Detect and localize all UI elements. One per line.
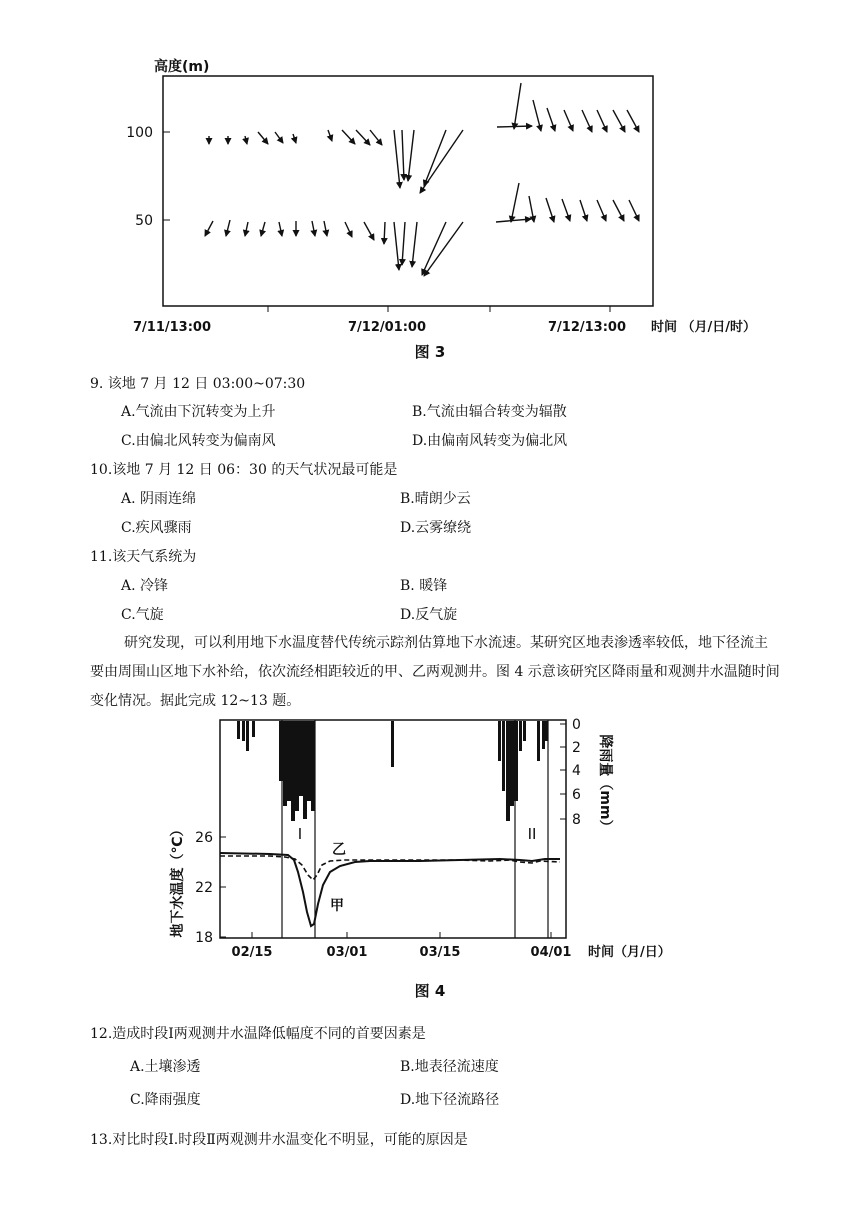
figure3-plot-frame [163, 76, 653, 306]
figure4-caption: 图 4 [414, 982, 446, 1000]
q12-option-b: B.地表径流速度 [400, 1059, 499, 1075]
wind-arrow [328, 130, 332, 141]
figure3-caption: 图 3 [414, 343, 446, 361]
wind-arrow [370, 130, 382, 145]
q12-option-c: C.降雨强度 [130, 1092, 201, 1108]
wind-arrow [562, 199, 570, 221]
wind-arrow [412, 222, 417, 267]
wind-arrow [394, 130, 400, 188]
xtick-label-0315: 03/15 [419, 945, 461, 960]
wind-arrow [384, 222, 385, 244]
question-11-stem: 11.该天气系统为 [90, 549, 197, 565]
wind-arrow [364, 222, 374, 240]
wind-arrow [275, 132, 283, 143]
wind-arrow [613, 110, 625, 132]
question-12-stem: 12.造成时段Ⅰ两观测井水温降低幅度不同的首要因素是 [90, 1026, 426, 1042]
q9-option-c: C.由偏北风转变为偏南风 [121, 433, 276, 449]
question-10-stem: 10.该地 7 月 12 日 06：30 的天气状况最可能是 [90, 462, 398, 478]
left-tick-label-26: 26 [195, 830, 213, 846]
wind-arrow [533, 100, 541, 131]
rain-bar [246, 721, 249, 751]
question-13-stem: 13.对比时段Ⅰ.时段Ⅱ两观测井水温变化不明显，可能的原因是 [90, 1132, 468, 1148]
right-tick-label-4: 4 [572, 763, 581, 779]
xtick-label-0301: 03/01 [326, 945, 368, 960]
wind-arrow [597, 110, 607, 132]
q11-option-b: B. 暖锋 [400, 578, 448, 594]
series-jia-label: 甲 [330, 898, 344, 914]
wind-arrow [312, 221, 315, 236]
wind-arrow [514, 83, 521, 129]
right-tick-label-6: 6 [572, 787, 581, 803]
q11-option-a: A. 冷锋 [121, 578, 169, 594]
wind-arrow [226, 220, 230, 236]
figure3-y-axis-label: 高度(m) [154, 59, 210, 75]
figure3-xtick-label-0: 7/11/13:00 [132, 320, 212, 335]
q9-option-d: D.由偏南风转变为偏北风 [412, 433, 568, 449]
figure3-xtick-label-2: 7/12/13:00 [547, 320, 627, 335]
rain-bar [519, 721, 522, 751]
rain-bar [291, 721, 295, 821]
question-9-stem: 9. 该地 7 月 12 日 03:00~07:30 [90, 376, 306, 392]
wind-arrow [613, 200, 624, 221]
figure3-wind-arrows [205, 83, 639, 276]
q12-option-d: D.地下径流路径 [400, 1092, 500, 1108]
wind-arrow [420, 130, 463, 193]
series-yi-label: 乙 [332, 842, 346, 858]
right-tick-label-2: 2 [572, 740, 581, 756]
rain-bar [295, 721, 299, 811]
rain-bar [545, 721, 548, 741]
rain-bar [252, 721, 255, 737]
wind-arrow [293, 134, 296, 143]
period-2-label: II [527, 825, 537, 843]
q10-option-c: C.疾风骤雨 [121, 520, 192, 536]
wind-arrow [279, 222, 282, 236]
figure3-x-axis-title: 时间 （月/日/时） [651, 320, 757, 335]
right-tick-label-8: 8 [572, 812, 581, 828]
rain-bar [237, 721, 240, 739]
wind-arrow [245, 136, 247, 144]
wind-arrow [258, 132, 268, 144]
reading-passage: 研究发现，可以利用地下水温度替代传统示踪剂估算地下水流速。某研究区地表渗透率较低，地下径流主要由周围山区地下水补给，依次流经相距较近的甲、乙两观测井。图 4 示意该研究区降雨量和观测井水温随时间变化情况。据此完成 12~13 题。 [90, 635, 780, 709]
wind-arrow [511, 183, 519, 222]
figure-3-wind-profile [120, 50, 800, 340]
q10-option-a: A. 阴雨连绵 [121, 491, 197, 507]
wind-arrow [582, 110, 592, 132]
wind-arrow [402, 222, 405, 265]
figure3-ytick-label-50: 50 [135, 213, 153, 229]
wind-arrow [324, 221, 327, 236]
wind-arrow [529, 196, 534, 222]
wind-arrow [424, 130, 446, 186]
wind-arrow [356, 130, 370, 145]
wind-arrow [205, 221, 213, 236]
rain-bar [301, 721, 309, 771]
rain-bar [391, 721, 394, 767]
rain-bar [502, 721, 505, 791]
wind-arrow [564, 110, 573, 131]
xtick-label-0401: 04/01 [530, 945, 572, 960]
q9-option-a: A.气流由下沉转变为上升 [121, 404, 276, 420]
xtick-label-0215: 02/15 [231, 945, 273, 960]
wind-arrow [627, 110, 639, 132]
left-axis-label: 地下水温度（℃） [170, 822, 186, 938]
series-jia-line [220, 853, 560, 926]
q10-option-d: D.云雾缭绕 [400, 520, 472, 536]
rain-bar [514, 721, 518, 801]
q9-option-b: B.气流由辐合转变为辐散 [412, 404, 567, 420]
wind-arrow [597, 200, 606, 221]
rain-bar [311, 721, 315, 811]
wind-arrow [422, 222, 446, 275]
rain-bar [537, 721, 540, 761]
wind-arrow [424, 222, 463, 276]
rain-bar [510, 721, 514, 806]
period-1-label: I [297, 825, 303, 843]
rain-bar [281, 721, 290, 761]
rain-bar [242, 721, 245, 741]
wind-arrow [629, 200, 639, 221]
rain-bar [542, 721, 545, 749]
rainfall-bars [237, 721, 548, 821]
left-tick-label-18: 18 [195, 930, 213, 946]
rain-bar [506, 721, 510, 821]
x-axis-title: 时间（月/日） [588, 945, 671, 960]
wind-arrow [345, 222, 352, 237]
right-axis-label: 降雨量（mm） [597, 734, 613, 834]
figure3-ytick-label-100: 100 [126, 125, 153, 141]
wind-arrow [402, 130, 404, 180]
left-tick-label-22: 22 [195, 880, 213, 896]
wind-arrow [261, 222, 265, 236]
figure3-xtick-label-1: 7/12/01:00 [347, 320, 427, 335]
q11-option-c: C.气旋 [121, 607, 164, 623]
q10-option-b: B.晴朗少云 [400, 491, 471, 507]
wind-arrow [408, 130, 414, 181]
figure-4-groundwater-chart [160, 712, 700, 974]
wind-arrow [546, 198, 554, 222]
wind-arrow [496, 219, 531, 222]
q12-option-a: A.土壤渗透 [130, 1059, 201, 1075]
wind-arrow [547, 108, 555, 131]
wind-arrow [580, 200, 587, 221]
wind-arrow [394, 222, 399, 270]
rain-bar [523, 721, 526, 741]
right-tick-label-0: 0 [572, 717, 581, 733]
wind-arrow [245, 222, 248, 236]
wind-arrow [342, 130, 355, 144]
q11-option-d: D.反气旋 [400, 607, 458, 623]
rain-bar [498, 721, 501, 761]
